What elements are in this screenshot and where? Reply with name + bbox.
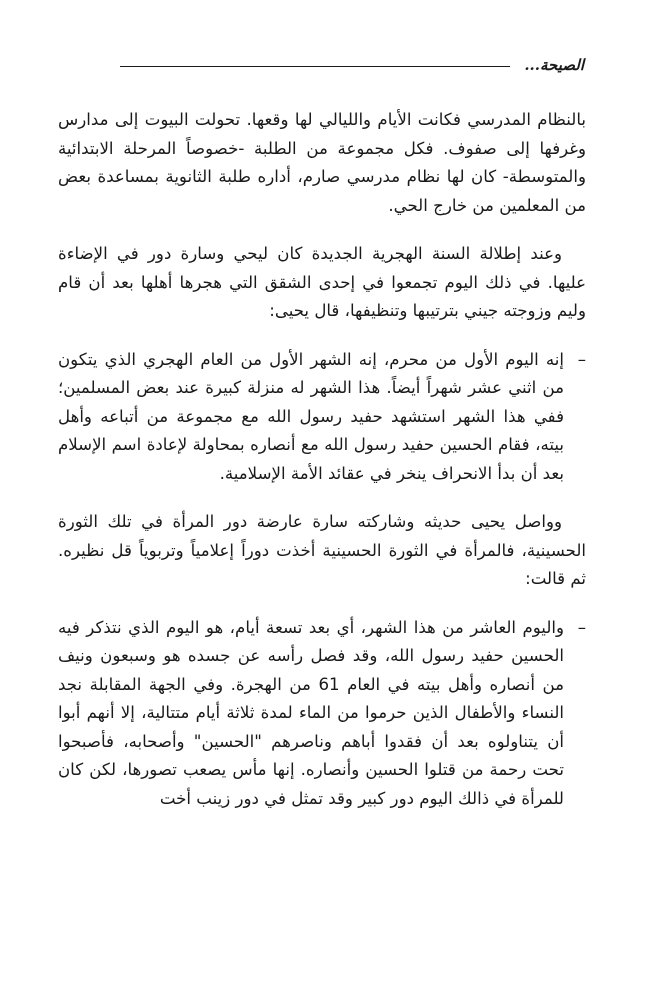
dialogue-text: إنه اليوم الأول من محرم، إنه الشهر الأول من العام الهجري الذي يتكون من اثني عشر شهراً أيضاً. هذا الشهر له منزلة كبيرة عند بعض المسلمين؛ ففي هذا الشهر استشهد حفيد رسول الله مع مجموعة من أتباعه وأهل بيته، فقام الحسين حفيد رسول الله مع أنصاره بمحاولة لإعادة اسم الإسلام بعد أن بدأ الانحراف ينخر في عقائد الأمة الإسلامية. bbox=[58, 349, 564, 483]
body-text bbox=[58, 106, 586, 833]
dialogue-paragraph bbox=[58, 614, 586, 814]
dialogue-dash: – bbox=[577, 349, 586, 369]
running-header-title: الصيحة... bbox=[524, 56, 584, 74]
dialogue-paragraph bbox=[58, 346, 586, 489]
header-rule bbox=[120, 66, 510, 67]
dialogue-text: واليوم العاشر من هذا الشهر، أي بعد تسعة أيام، هو اليوم الذي نتذكر فيه الحسين حفيد رسول الله، وقد فصل رأسه عن جسده هو وسبعون ونيف من أنصاره وأهل بيته في العام 61 من الهجرة. وفي الجهة المقابلة نجد النساء والأطفال الذين حرموا من الماء لمدة ثلاثة أيام متتالية، إلا أنهم أبوا أن يتناولوه بعد أن فقدوا أباهم وناصرهم "الحسين" وأصحابه، فأصبحوا تحت رحمة من قتلوا الحسين وأنصاره. إنها مأس يصعب تصورها، لكن كان للمرأة في ذالك اليوم دور كبير وقد تمثل في دور زينب أخت bbox=[58, 617, 564, 808]
paragraph: بالنظام المدرسي فكانت الأيام والليالي لها وقعها. تحولت البيوت إلى مدارس وغرفها إلى صفوف. فكل مجموعة من الطلبة -خصوصاً المرحلة الابتدائية والمتوسطة- كان لها نظام مدرسي صارم، أداره طلبة الثانوية بمساعدة بعض من المعلمين من خارج الحي. bbox=[58, 110, 586, 215]
paragraph: وعند إطلالة السنة الهجرية الجديدة كان ليحي وسارة دور في الإضاءة عليها. في ذلك اليوم تجمعوا في إحدى الشقق التي هجرها أهلها بعد أن قام وليم وزوجته جيني بترتيبها وتنظيفها، قال يحيى: bbox=[58, 244, 586, 320]
running-header bbox=[120, 52, 584, 80]
paragraph: وواصل يحيى حديثه وشاركته سارة عارضة دور المرأة في تلك الثورة الحسينية، فالمرأة في الثورة الحسينية أخذت دوراً إعلامياً وتربوياً قل نظيره. ثم قالت: bbox=[58, 512, 586, 588]
dialogue-dash: – bbox=[577, 617, 586, 637]
